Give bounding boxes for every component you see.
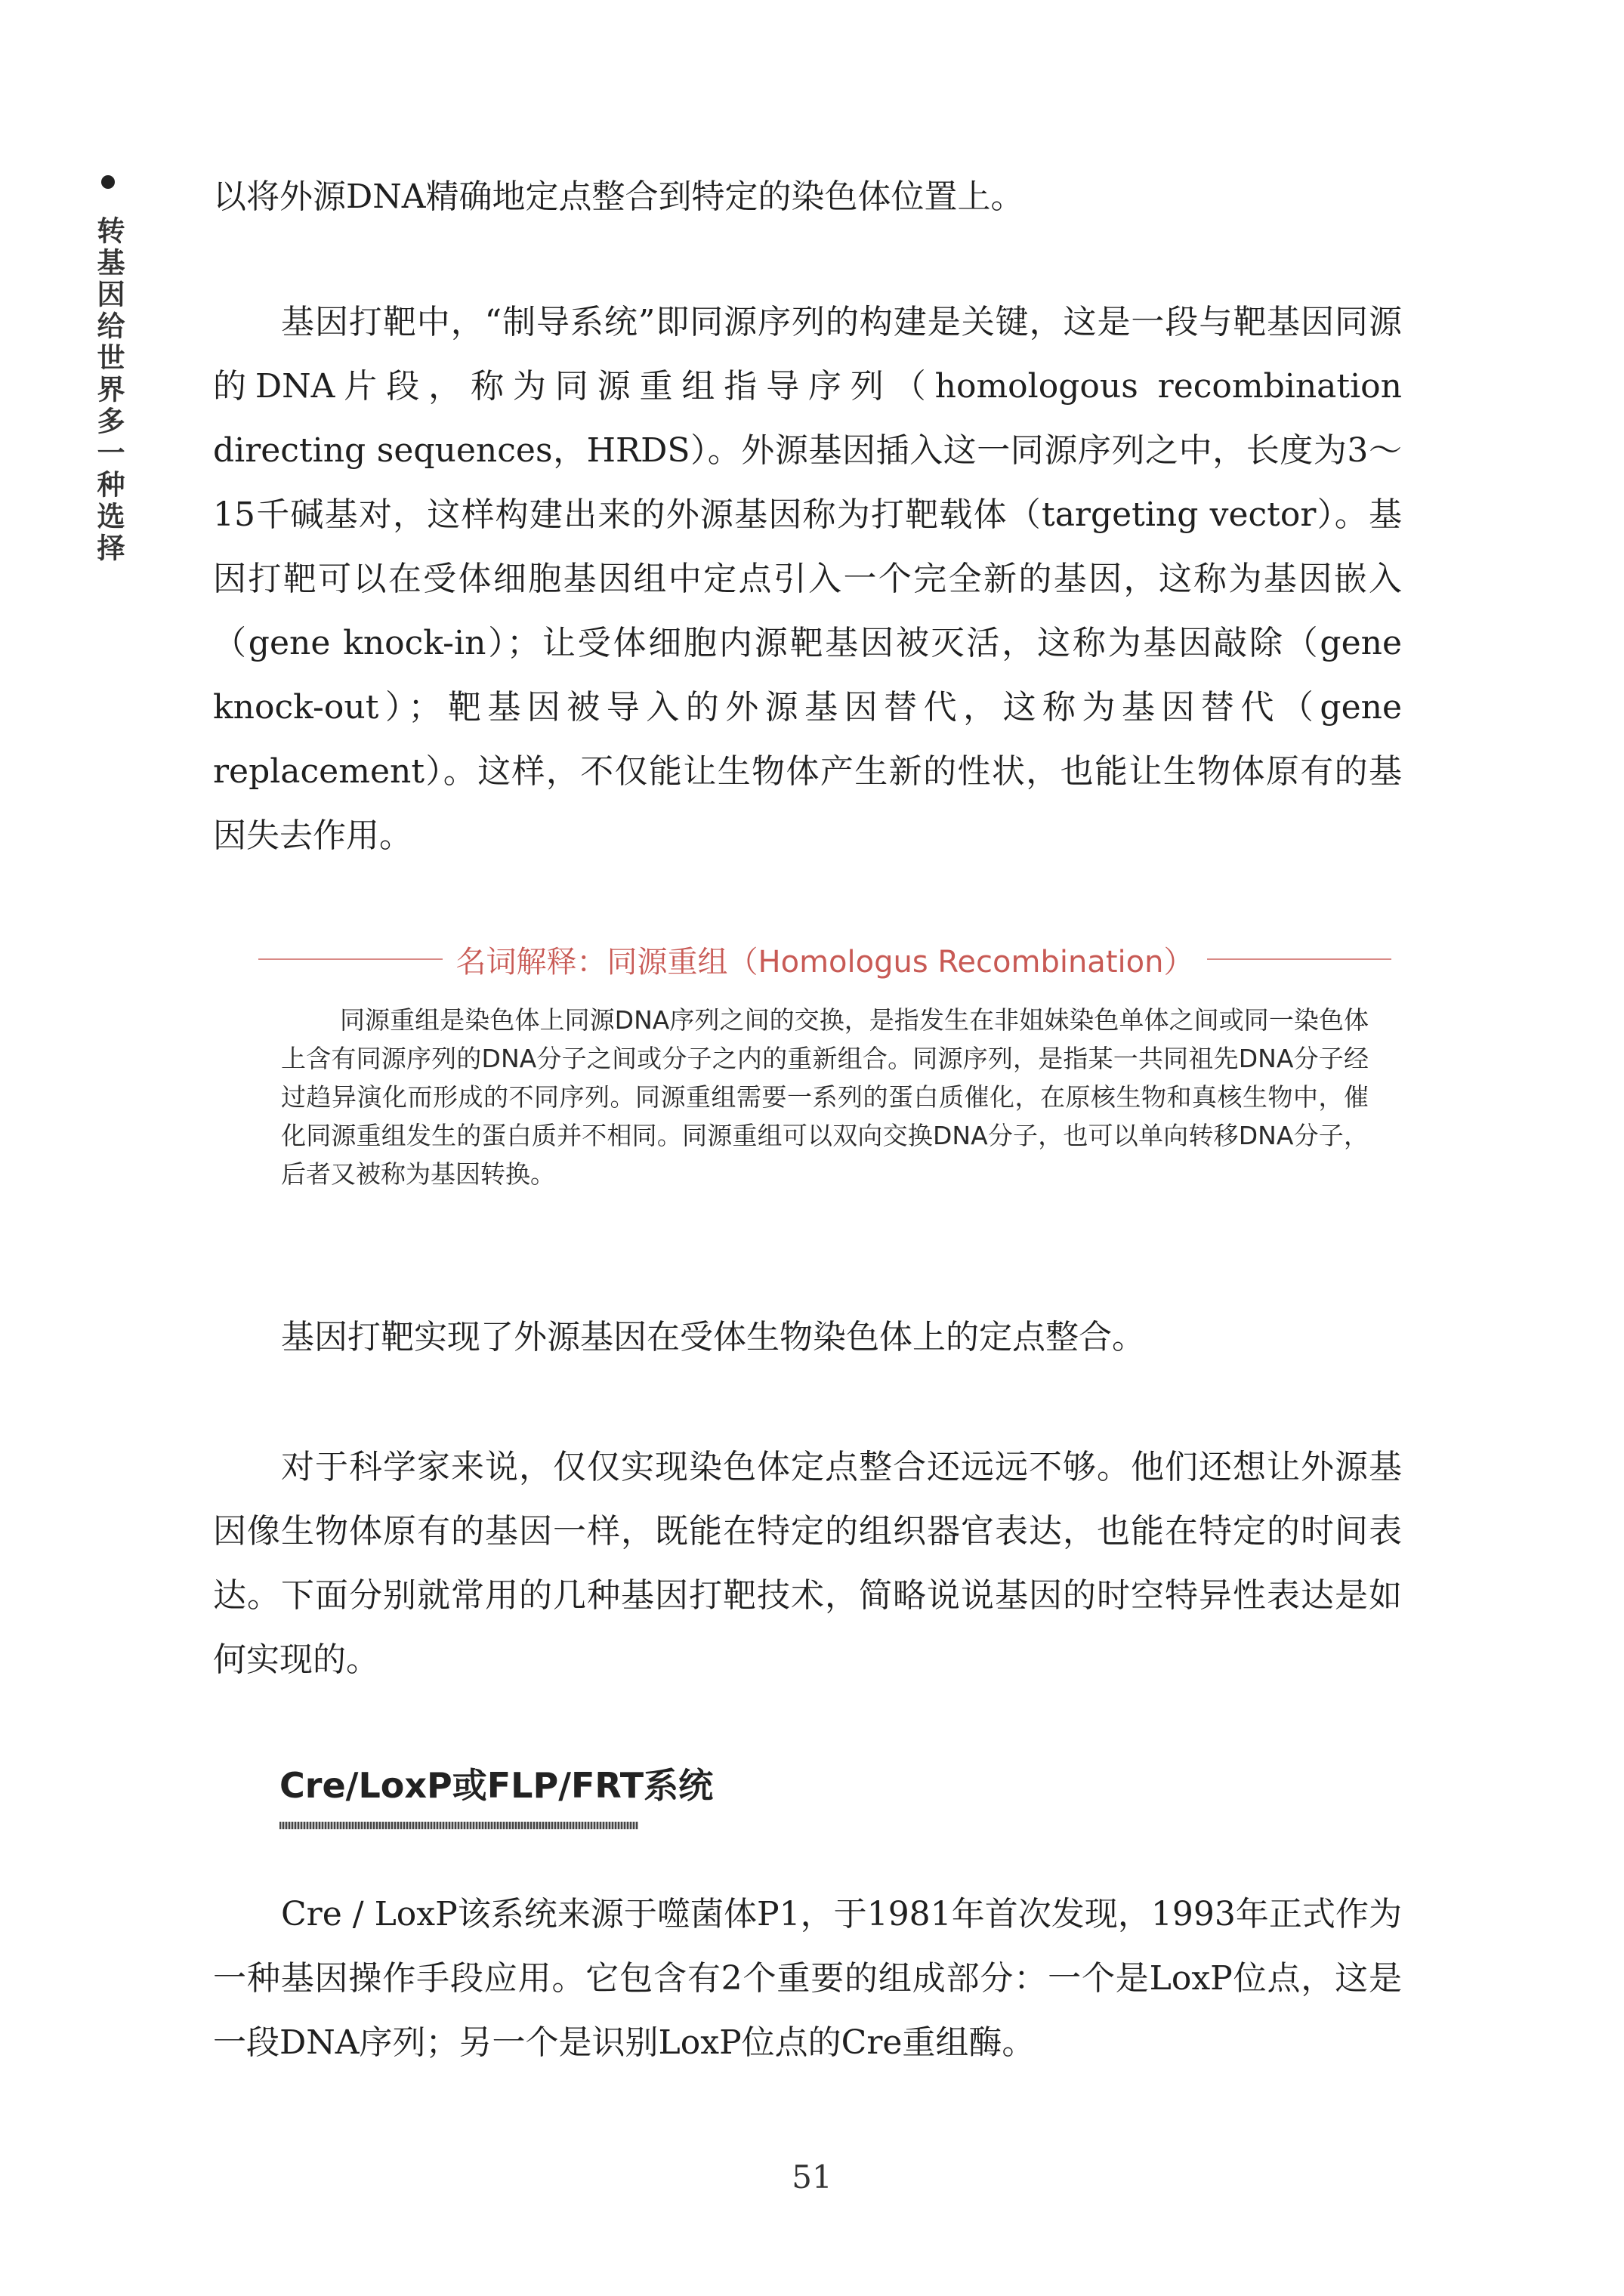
section-heading-text: Cre/LoxP或FLP/FRT系统: [279, 1765, 714, 1806]
section-heading-underline: [279, 1822, 638, 1829]
page-number: 51: [792, 2159, 832, 2196]
running-title: 转基因给世界多一种选择: [92, 216, 125, 565]
paragraph-integration: 基因打靶实现了外源基因在受体生物染色体上的定点整合。: [281, 1318, 1145, 1356]
paragraph-spatiotemporal: 对于科学家来说，仅仅实现染色体定点整合还远远不够。他们还想让外源基因像生物体原有的基因一样，既能在特定的组织器官表达，也能在特定的时间表达。下面分别就常用的几种基因打靶技术，简略说说基因的时空特异性表达是如何实现的。: [213, 1448, 1402, 1679]
paragraph-gene-targeting: 基因打靶中，“制导系统”即同源序列的构建是关键，这是一段与靶基因同源的DNA片段，称为同源重组指导序列（homologous recombination directing sequences，HRDS）。外源基因插入这一同源序列之中，长度为3～15千碱基对，这样构建出来的外源基因称为打靶载体（targeting vector）。基因打靶可以在受体细胞基因组中定点引入一个完全新的基因，这称为基因嵌入（gene knock-in）；让受体细胞内源靶基因被灭活，这称为基因敲除（gene knock-out）；靶基因被导入的外源基因替代，这称为基因替代（gene replacement）。这样，不仅能让生物体产生新的性状，也能让生物体原有的基因失去作用。: [213, 303, 1402, 855]
paragraph-cre-loxp: Cre / LoxP该系统来源于噬菌体P1，于1981年首次发现，1993年正式作为一种基因操作手段应用。它包含有2个重要的组成部分：一个是LoxP位点，这是一段DNA序列；另一个是识别LoxP位点的Cre重组酶。: [213, 1895, 1402, 2062]
glossary-rule-right: [1207, 958, 1391, 960]
glossary-title: 名词解释：同源重组（Homologus Recombination）: [455, 944, 1194, 980]
glossary-box: [258, 940, 1391, 1193]
glossary-title-row: [258, 940, 1391, 978]
glossary-rule-left: [258, 958, 443, 960]
margin-bullet-dot: [101, 175, 115, 189]
glossary-body: 同源重组是染色体上同源DNA序列之间的交换，是指发生在非姐妹染色单体之间或同一染色体上含有同源序列的DNA分子之间或分子之内的重新组合。同源序列，是指某一共同祖先DNA分子经过趋异演化而形成的不同序列。同源重组需要一系列的蛋白质催化，在原核生物和真核生物中，催化同源重组发生的蛋白质并不相同。同源重组可以双向交换DNA分子，也可以单向转移DNA分子，后者又被称为基因转换。: [281, 1005, 1369, 1189]
section-heading: [279, 1758, 713, 1829]
paragraph-continuation: 以将外源DNA精确地定点整合到特定的染色体位置上。: [213, 177, 1024, 216]
